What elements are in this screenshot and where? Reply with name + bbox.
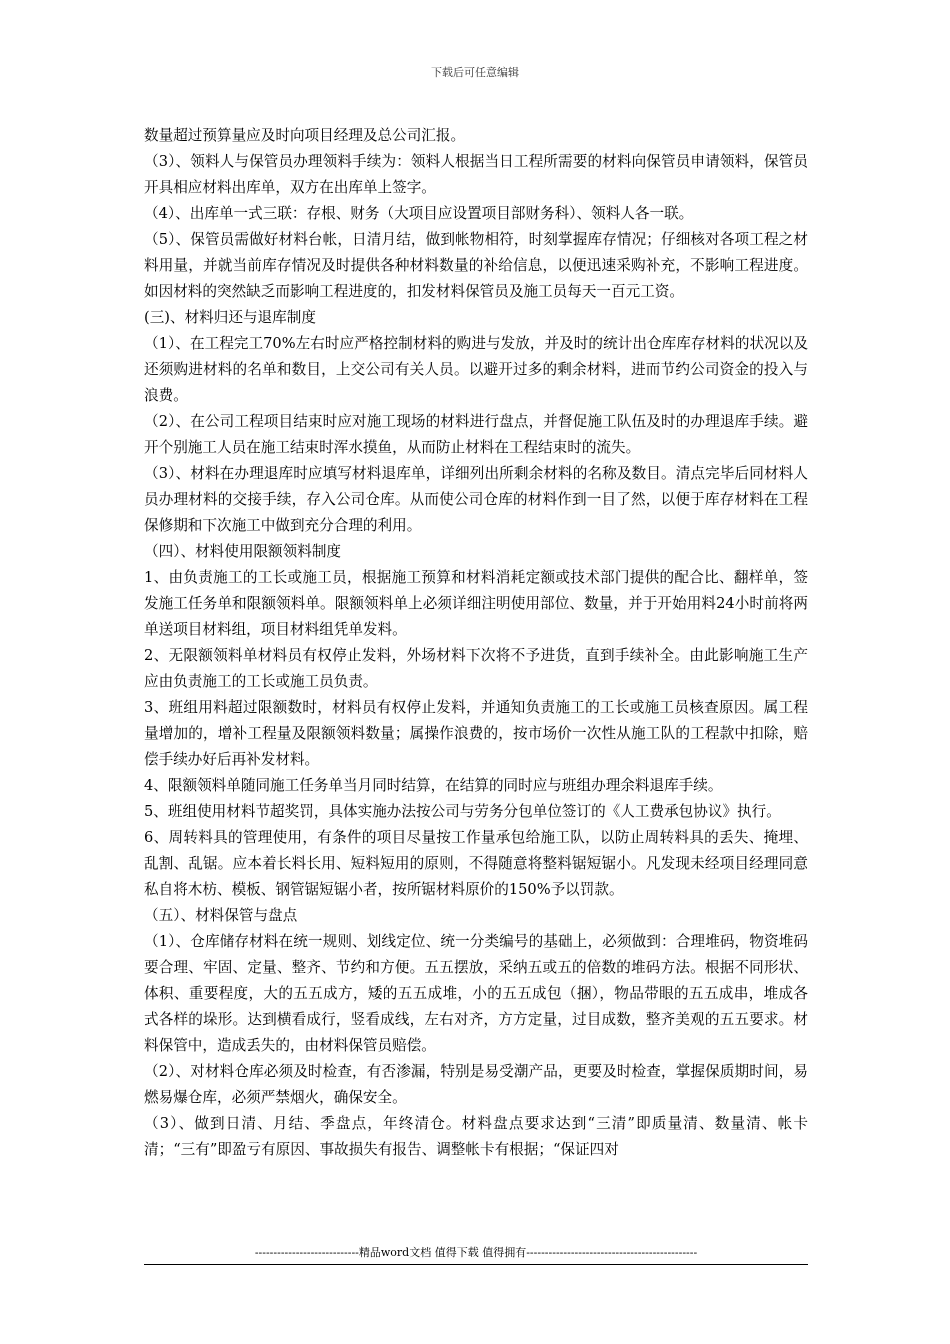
paragraph: （3）、领料人与保管员办理领料手续为：领料人根据当日工程所需要的材料向保管员申请领料，保管员开具相应材料出库单，双方在出库单上签字。: [144, 153, 808, 196]
section-heading: (三)、材料归还与退库制度: [144, 309, 316, 326]
paragraph: （3）、做到日清、月结、季盘点，年终清仓。材料盘点要求达到“三清”即质量清、数量清、帐卡清；“三有”即盈亏有原因、事故损失有报告、调整帐卡有根据；“保证四对: [144, 1115, 808, 1158]
paragraph: （2）、对材料仓库必须及时检查，有否渗漏，特别是易受潮产品，更要及时检查，掌握保质期时间，易燃易爆仓库，必须严禁烟火，确保安全。: [144, 1063, 808, 1106]
section-heading: （四）、材料使用限额领料制度: [144, 543, 342, 560]
paragraph: 1、由负责施工的工长或施工员，根据施工预算和材料消耗定额或技术部门提供的配合比、翻样单，签发施工任务单和限额领料单。限额领料单上必须详细注明使用部位、数量，并于开始用料24小时前将两单送项目材料组，项目材料组凭单发料。: [144, 569, 808, 638]
paragraph: 6、周转料具的管理使用，有条件的项目尽量按工作量承包给施工队，以防止周转料具的丢失、掩埋、乱割、乱锯。应本着长料长用、短料短用的原则，不得随意将整料锯短锯小。凡发现未经项目经理同意私自将木枋、模板、钢管锯短锯小者，按所锯材料原价的150%予以罚款。: [144, 829, 808, 898]
page-footer: ----------------------------精品word文档 值得下载 值得拥有----------------------------------------------: [254, 1246, 698, 1259]
page-header: 下载后可任意编辑: [431, 66, 519, 79]
section-heading: （五）、材料保管与盘点: [144, 907, 298, 924]
paragraph: （4）、出库单一式三联：存根、财务（大项目应设置项目部财务科）、领料人各一联。: [144, 205, 694, 222]
paragraph: （1）、仓库储存材料在统一规则、划线定位、统一分类编号的基础上，必须做到：合理堆码，物资堆码要合理、牢固、定量、整齐、节约和方便。五五摆放，采纳五或五的倍数的堆码方法。根据不同形状、体积、重要程度，大的五五成方，矮的五五成堆，小的五五成包（捆），物品带眼的五五成串，堆成各式各样的垛形。达到横看成行，竖看成线，左右对齐，方方定量，过目成数，整齐美观的五五要求。材料保管中，造成丢失的，由材料保管员赔偿。: [144, 933, 808, 1054]
paragraph: 2、无限额领料单材料员有权停止发料，外场材料下次将不予进货，直到手续补全。由此影响施工生产应由负责施工的工长或施工员负责。: [144, 647, 808, 690]
paragraph: （1）、在工程完工70%左右时应严格控制材料的购进与发放，并及时的统计出仓库库存材料的状况以及还须购进材料的名单和数目，上交公司有关人员。以避开过多的剩余材料，进而节约公司资金的投入与浪费。: [144, 335, 808, 404]
paragraph: （5）、保管员需做好材料台帐，日清月结，做到帐物相符，时刻掌握库存情况；仔细核对各项工程之材料用量，并就当前库存情况及时提供各种材料数量的补给信息，以便迅速采购补充，不影响工程进度。如因材料的突然缺乏而影响工程进度的，扣发材料保管员及施工员每天一百元工资。: [144, 231, 808, 300]
paragraph: 5、班组使用材料节超奖罚，具体实施办法按公司与劳务分包单位签订的《人工费承包协议》执行。: [144, 803, 781, 820]
paragraph: （2）、在公司工程项目结束时应对施工现场的材料进行盘点，并督促施工队伍及时的办理退库手续。避开个别施工人员在施工结束时浑水摸鱼，从而防止材料在工程结束时的流失。: [144, 413, 808, 456]
paragraph: 3、班组用料超过限额数时，材料员有权停止发料，并通知负责施工的工长或施工员核查原因。属工程量增加的，增补工程量及限额领料数量；属操作浪费的，按市场价一次性从施工队的工程款中扣除，赔偿手续办好后再补发材料。: [144, 699, 808, 768]
footer-divider: [144, 1264, 808, 1265]
paragraph: 4、限额领料单随同施工任务单当月同时结算，在结算的同时应与班组办理余料退库手续。: [144, 777, 723, 794]
paragraph: （3）、材料在办理退库时应填写材料退库单，详细列出所剩余材料的名称及数目。清点完毕后同材料人员办理材料的交接手续，存入公司仓库。从而使公司仓库的材料作到一目了然，以便于库存材料在工程保修期和下次施工中做到充分合理的利用。: [144, 465, 808, 534]
document-body: [144, 123, 808, 1163]
paragraph: 数量超过预算量应及时向项目经理及总公司汇报。: [144, 127, 466, 144]
